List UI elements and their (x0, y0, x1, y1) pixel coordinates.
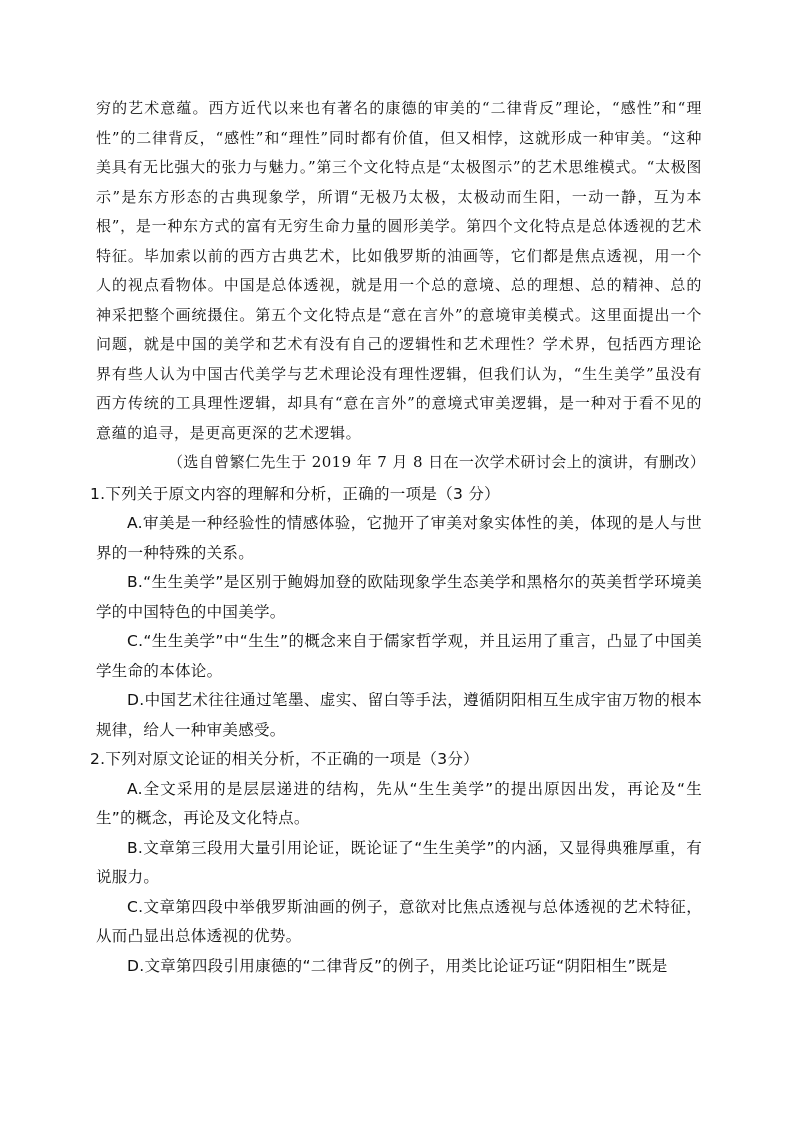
passage-source: （选自曾繁仁先生于 2019 年 7 月 8 日在一次学术研讨会上的演讲，有删改） (168, 453, 706, 471)
question-stem: 2.下列对原文论证的相关分析，不正确的一项是（3分） (90, 750, 479, 768)
question-1 (90, 480, 702, 746)
question-option: A.审美是一种经验性的情感体验，它抛开了审美对象实体性的美，体现的是人与世界的一种特殊的关系。 (96, 514, 702, 562)
question-option: B.“生生美学”是区别于鲍姆加登的欧陆现象学生态美学和黑格尔的英美哲学环境美学的中国特色的中国美学。 (96, 573, 702, 621)
question-stem: 1.下列关于原文内容的理解和分析，正确的一项是（3 分） (90, 484, 500, 503)
question-option: C.“生生美学”中“生生”的概念来自于儒家哲学观，并且运用了重言，凸显了中国美学生命的本体论。 (96, 632, 702, 680)
questions-section (90, 480, 702, 982)
passage-text: 穷的艺术意蕴。西方近代以来也有著名的康德的审美的“二律背反”理论，“感性”和“理性”的二律背反，“感性”和“理性”同时都有价值，但又相悖，这就形成一种审美。“这种美具有无比强大的张力与魅力。”第三个文化特点是“太极图示”的艺术思维模式。“太极图示”是东方形态的古典现象学，所谓“无极乃太极，太极动而生阳，一动一静，互为本根”，是一种东方式的富有无穷生命力量的圆形美学。第四个文化特点是总体透视的艺术特征。毕加索以前的西方古典艺术，比如俄罗斯的油画等，它们都是焦点透视，用一个人的视点看物体。中国是总体透视，就是用一个总的意境、总的理想、总的精神、总的神采把整个画统摄住。第五个文化特点是“意在言外”的意境审美模式。这里面提出一个问题，就是中国的美学和艺术有没有自己的逻辑性和艺术理性？学术界，包括西方理论界有些人认为中国古代美学与艺术理论没有理性逻辑，但我们认为，“生生美学”虽没有西方传统的工具理性逻辑，却具有“意在言外”的意境式审美逻辑，是一种对于看不见的意蕴的追寻，是更高更深的艺术逻辑。 (96, 99, 702, 442)
document-page (90, 94, 706, 981)
question-option: D.中国艺术往往通过笔墨、虚实、留白等手法，遵循阴阳相互生成宇宙万物的根本规律，给人一种审美感受。 (96, 691, 702, 739)
question-option: B.文章第三段用大量引用论证，既论证了“生生美学”的内涵，又显得典雅厚重，有说服力。 (96, 838, 702, 886)
question-2 (90, 745, 702, 981)
question-option: C.文章第四段中举俄罗斯油画的例子，意欲对比焦点透视与总体透视的艺术特征，从而凸显出总体透视的优势。 (96, 897, 702, 945)
question-option: D.文章第四段引用康德的“二律背反”的例子，用类比论证巧证“阴阳相生”既是 (127, 956, 668, 975)
question-option: A.全文采用的是层层递进的结构，先从“生生美学”的提出原因出发，再论及“生生”的概念，再论及文化特点。 (96, 779, 702, 827)
